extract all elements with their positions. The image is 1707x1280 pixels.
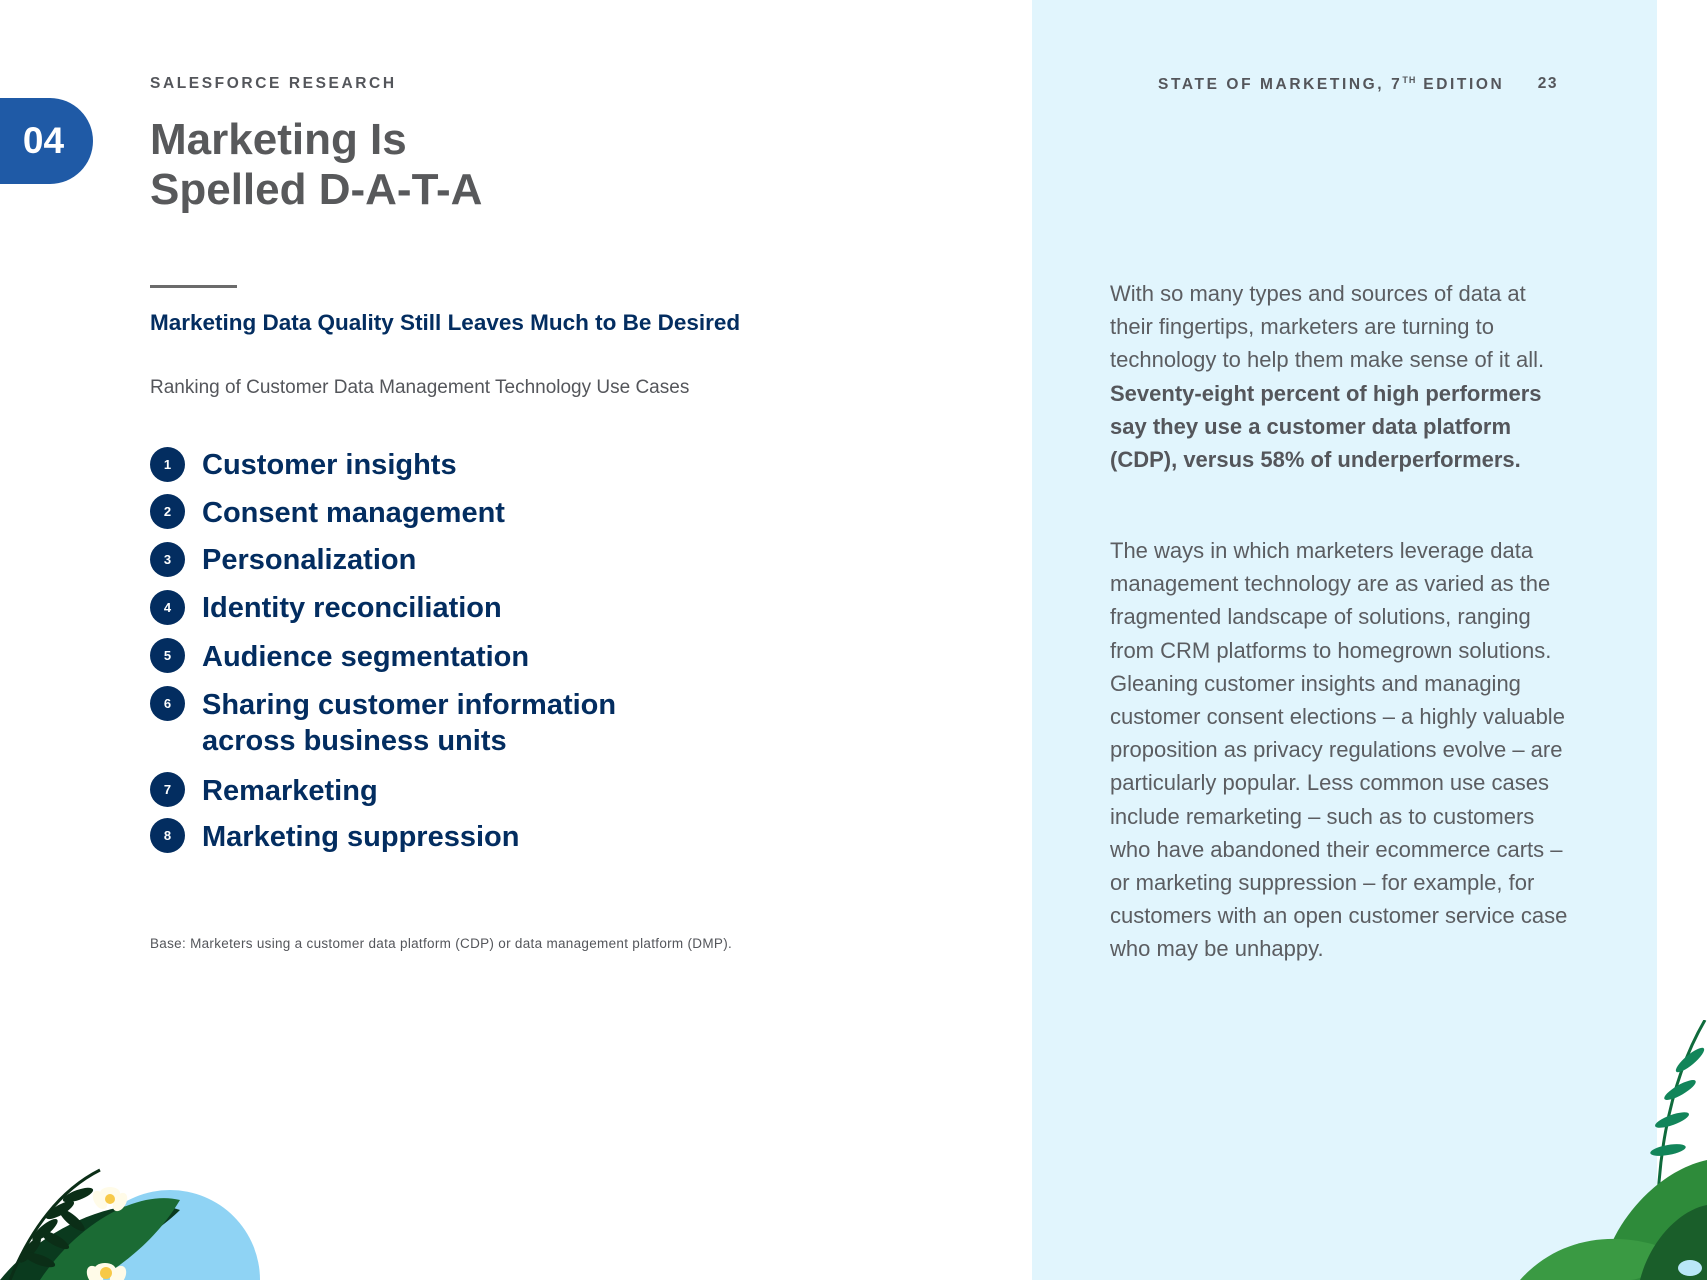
edition-suffix: EDITION <box>1416 76 1505 93</box>
chapter-title-line-2: Spelled D-A-T-A <box>150 165 483 214</box>
edition-label <box>1158 75 1504 94</box>
rank-label: Identity reconciliation <box>202 592 502 624</box>
page-number: 23 <box>1537 75 1558 92</box>
rank-label: Marketing suppression <box>202 821 520 853</box>
body-paragraph-1-highlight: Seventy-eight percent of high performers say they use a customer data platform (CDP), versus 58% of underperformers. <box>1110 380 1542 473</box>
rank-label: Audience segmentation <box>202 641 530 673</box>
rank-label: Personalization <box>202 544 417 576</box>
chapter-title-line-1: Marketing Is <box>150 115 407 164</box>
edition-superscript: TH <box>1402 75 1417 85</box>
edition-prefix: STATE OF MARKETING, 7 <box>1158 76 1403 93</box>
publisher-label: SALESFORCE RESEARCH <box>150 75 397 92</box>
figure-title: Marketing Data Quality Still Leaves Much to Be Desired <box>150 310 741 335</box>
rank-badge: 2 <box>150 494 185 529</box>
rank-label: Customer insights <box>202 449 457 481</box>
tropical-plant-illustration-icon <box>0 1080 270 1280</box>
base-footnote: Base: Marketers using a customer data platform (CDP) or data management platform (DMP). <box>150 936 733 951</box>
chapter-title <box>150 115 482 215</box>
rank-label-line-2: across business units <box>202 725 507 757</box>
rank-badge: 7 <box>150 772 185 807</box>
rank-badge: 6 <box>150 686 185 721</box>
divider-rule <box>150 285 237 288</box>
figure-subtitle: Ranking of Customer Data Management Technology Use Cases <box>150 377 690 398</box>
rank-label: Consent management <box>202 497 505 529</box>
body-paragraph-2: The ways in which marketers leverage data management technology are as varied as the fragmented landscape of solutions, ranging from CRM platforms to homegrown solutions. Gleaning customer insights and managing customer consent elections – a highly valuable proposition as privacy regulations evolve – are particularly popular. Less common use cases include remarketing – such as to customers who have abandoned their ecommerce carts – or marketing suppression – for example, for customers with an open customer service case who may be unhappy. <box>1110 538 1568 962</box>
rank-label-line-1: Sharing customer information <box>202 689 617 721</box>
chapter-number-tab: 04 <box>0 98 93 184</box>
rank-badge: 3 <box>150 542 185 577</box>
rank-badge: 4 <box>150 590 185 625</box>
rank-badge: 5 <box>150 638 185 673</box>
body-paragraph-1-text: With so many types and sources of data at their fingertips, marketers are turning to technology to help them make sense of it all. <box>1110 281 1545 373</box>
rank-badge: 8 <box>150 818 185 853</box>
rank-badge: 1 <box>150 447 185 482</box>
rank-label: Remarketing <box>202 775 378 807</box>
leaf-plant-illustration-icon <box>1520 1020 1707 1280</box>
rank-label <box>202 687 616 759</box>
running-header <box>1158 75 1558 97</box>
body-paragraph-1 <box>1110 277 1570 476</box>
